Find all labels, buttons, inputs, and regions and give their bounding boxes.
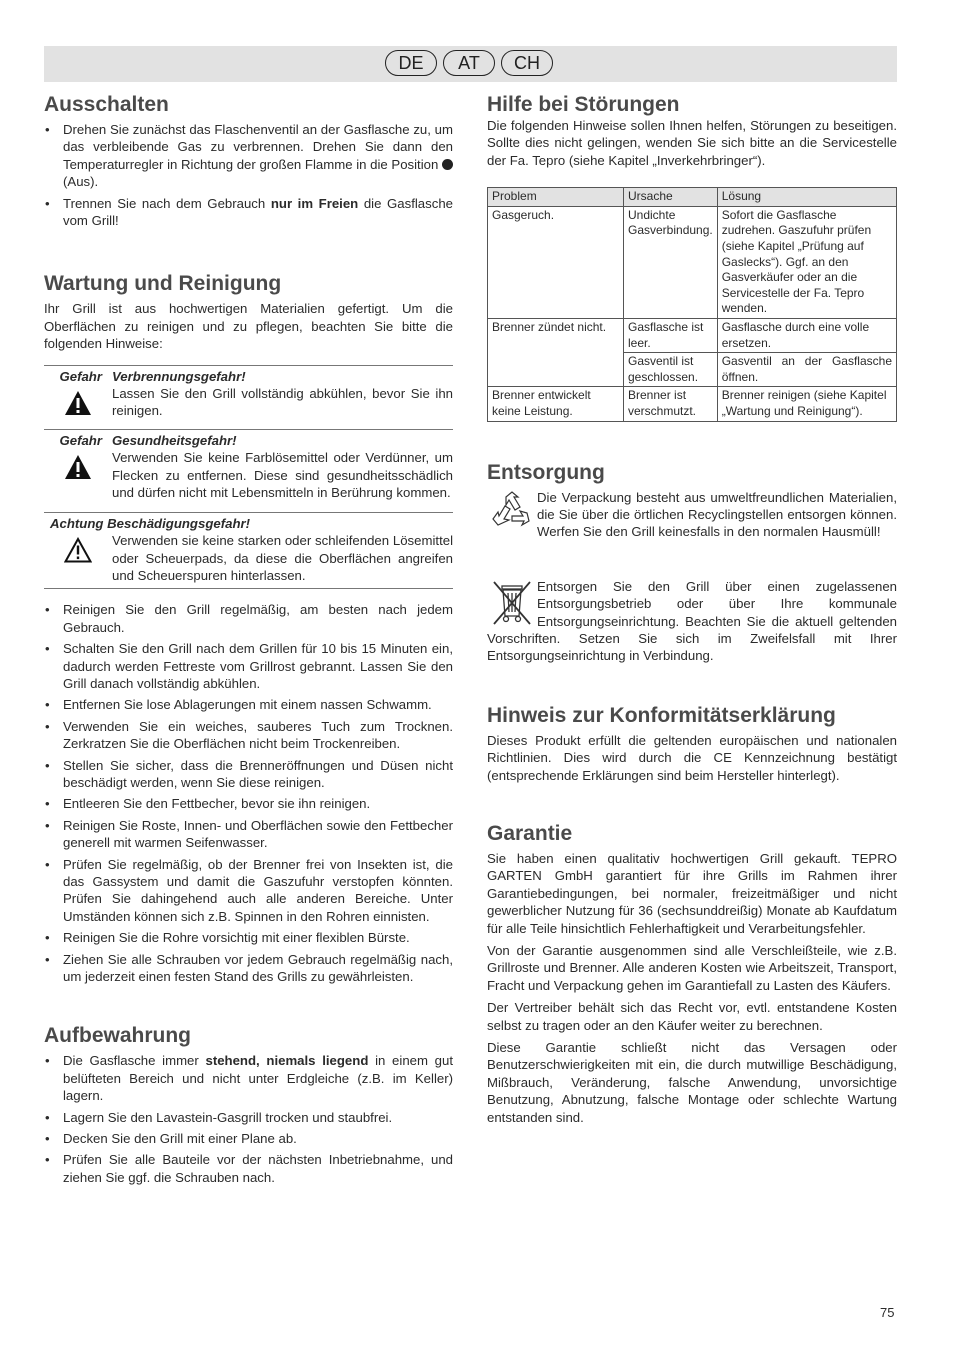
entsorgung-p1: Die Verpackung besteht aus umweltfreundlichen Materialien, die Sie über die örtlichen Recyclingstellen entsorgen können. Werfen Sie den Grill keinesfalls in den normalen Hausmüll! — [537, 489, 897, 540]
list-item: • Entfernen Sie lose Ablagerungen mit einem nassen Schwamm. — [44, 696, 453, 713]
left-column — [44, 92, 453, 1190]
lang-badge-ch: CH — [501, 50, 553, 76]
column-header: Problem — [488, 188, 624, 207]
list-item: • Drehen Sie zunächst das Flaschenventil an der Gasflasche zu, um das verbleibende Gas zu verbrennen. Drehen Sie dann den Temperaturregler in Richtung der großen Flamme in die Position (Aus). — [44, 121, 453, 191]
heading-aufbewahrung: Aufbewahrung — [44, 1024, 191, 1048]
list-item: • Prüfen Sie regelmäßig, ob der Brenner frei von Insekten ist, die das Gassystem und damit die Gaszufuhr verstopfen könnten. Prüfen Sie dahingehend auch alle anderen Bereiche. Unter Umständen können sich z.B. Spinnen in den Rohren einnisten. — [44, 856, 453, 926]
wartung-list — [44, 601, 453, 985]
heading-ausschalten: Ausschalten — [44, 93, 169, 116]
list-item: • Reinigen Sie den Grill regelmäßig, am besten nach jedem Gebrauch. — [44, 601, 453, 636]
warning-burn: Gefahr Verbrennungsgefahr! Lassen Sie den Grill vollständig abkühlen, bevor Sie ihn reinigen. — [44, 365, 453, 425]
page-number: 75 — [880, 1305, 895, 1320]
list-item: • Schalten Sie den Grill nach dem Grillen für 10 bis 15 Minuten ein, dadurch werden Fettreste vom Grillrost gebrannt. Lassen Sie den Grill danach vollständig abkühlen. — [44, 640, 453, 692]
caution-triangle-icon — [44, 532, 112, 568]
list-item: • Reinigen Sie Roste, Innen- und Oberflächen sowie den Fettbecher generell mit warmen Seifenwasser. — [44, 817, 453, 852]
language-badges — [385, 50, 553, 76]
garantie-p4: Diese Garantie schließt nicht das Versagen oder Benutzerschwierigkeiten mit ein, die durch mutwillige Beschädigung, Mißbrauch, Veränderung, falsche Anwendung, unvorsichtige Benutzung, Abnutzung, falsche Montage oder schlechte Wartung entstanden sind. — [487, 1040, 897, 1125]
wartung-intro: Ihr Grill ist aus hochwertigen Materialien gefertigt. Um die Oberflächen zu reinigen und zu pflegen, beachten Sie bitte die folgenden Hinweise: — [44, 301, 453, 352]
table-row: Brenner entwickelt keine Leistung. Brenner ist verschmutzt. Brenner reinigen (siehe Kapitel „Wartung und Reinigung“). — [488, 387, 897, 421]
heading-garantie: Garantie — [487, 822, 573, 845]
list-item: • Prüfen Sie alle Bauteile vor der nächsten Inbetriebnahme, und ziehen Sie ggf. die Schrauben nach. — [44, 1151, 453, 1186]
list-item: • Die Gasflasche immer stehend, niemals liegend in einem gut belüfteten Bereich und nicht unter Erdgleiche (z.B. im Keller) lagern. — [44, 1052, 453, 1104]
list-item: • Lagern Sie den Lavastein-Gasgrill trocken und staubfrei. — [44, 1109, 453, 1126]
garantie-p1: Sie haben einen qualitativ hochwertigen Grill gekauft. TEPRO GARTEN GmbH garantiert für ihre Grills im Rahmen ihrer Garantiebedingungen, bei normaler, freizeitmäßiger und nicht gewerblicher Nutzung für 36 (sechsunddreißig) Monate ab Kaufdatum für alle Teile hinsichtlich Fehlerhaftigkeit und Verarbeitungsfehler. — [487, 851, 897, 936]
list-item: • Verwenden Sie ein weiches, sauberes Tuch zum Trocknen. Zerkratzen Sie die Oberflächen nicht beim Trockenreiben. — [44, 718, 453, 753]
heading-wartung: Wartung und Reinigung — [44, 272, 282, 296]
table-row: Gasgeruch. Undichte Gasverbindung. Sofort die Gasflasche zudrehen. Gaszufuhr prüfen (siehe Kapitel „Prüfung auf Gaslecks“). Ggf. an den Gasverkäufer oder an die Servicestelle der Fa. Tepro wenden. — [488, 206, 897, 318]
column-header: Lösung — [717, 188, 896, 207]
recycle-icon — [487, 489, 537, 541]
table-row: Brenner zündet nicht. Gasflasche ist leer. Gasflasche durch eine volle ersetzen. — [488, 318, 897, 352]
list-item: • Entleeren Sie den Fettbecher, bevor sie ihn reinigen. — [44, 795, 453, 812]
right-column — [487, 92, 897, 1126]
table-header-row — [488, 188, 897, 207]
ausschalten-list — [44, 121, 453, 229]
garantie-p2: Von der Garantie ausgenommen sind alle Verschleißteile, wie z.B. Grillroste und Brenner. Alle anderen Kosten wie Arbeitszeit, Transport, Fracht und Verpackung gehen im Garantiefall zu Lasten des Käufers. — [487, 943, 897, 993]
danger-triangle-icon — [44, 449, 112, 485]
list-item: • Decken Sie den Grill mit einer Plane ab. — [44, 1130, 453, 1147]
heading-hilfe: Hilfe bei Störungen — [487, 93, 680, 116]
crossed-bin-icon — [487, 578, 537, 630]
aufbewahrung-list — [44, 1052, 453, 1186]
list-item: • Ziehen Sie alle Schrauben vor jedem Gebrauch regelmäßig nach, um jederzeit einen festen Stand des Grills zu gewährleisten. — [44, 951, 453, 986]
list-item: • Trennen Sie nach dem Gebrauch nur im Freien die Gasflasche vom Grill! — [44, 195, 453, 230]
warning-damage: Achtung Beschädigungsgefahr! Verwenden sie keine starken oder schleifenden Lösemittel oder Scheuerpads, da diese die Oberflächen angreifen und Scheuerspuren hinterlassen. — [44, 512, 453, 590]
list-item: • Stellen Sie sicher, dass die Brenneröffnungen und Düsen nicht beschädigt werden, wenn Sie diese reinigen. — [44, 757, 453, 792]
warning-health: Gefahr Gesundheitsgefahr! Verwenden Sie keine Farblösemittel oder Verdünner, um Flecken zu entfernen. Diese sind gesundheitsschädlich und dürfen nicht mit Lebensmitteln in Berührung kommen. — [44, 429, 453, 506]
column-header: Ursache — [624, 188, 718, 207]
entsorgung-p2: Entsorgen Sie den Grill über einen zugelassenen Entsorgungsbetrieb oder über Ihre kommunale Entsorgungseinrichtung. Beachten Sie die aktuell geltenden Vorschriften. Setzen Sie sich im Zweifelsfall mit Ihrer Entsorgungseinrichtung in Verbindung. — [487, 578, 897, 664]
lang-badge-at: AT — [443, 50, 495, 76]
danger-triangle-icon — [44, 385, 112, 421]
troubleshooting-table — [487, 187, 897, 421]
garantie-p3: Der Vertreiber behält sich das Recht vor, evtl. entstandene Kosten selbst zu tragen oder an den Käufer weiter zu berechnen. — [487, 1000, 897, 1033]
lang-badge-de: DE — [385, 50, 437, 76]
heading-entsorgung: Entsorgung — [487, 460, 605, 484]
konformitaet-text: Dieses Produkt erfüllt die geltenden europäischen und nationalen Richtlinien. Dies wird durch die CE Kennzeichnung bestätigt (entsprechende Erklärungen sind beim Hersteller hinterlegt). — [487, 732, 897, 783]
heading-konformitaet: Hinweis zur Konformitätserklärung — [487, 703, 836, 727]
table-row: Gasventil ist geschlossen. Gasventil an der Gasflasche öffnen. — [488, 353, 897, 387]
hilfe-intro: Die folgenden Hinweise sollen Ihnen helfen, Störungen zu beseitigen. Sollte dies nicht gelingen, wenden Sie sich bitte an die Servicestelle der Fa. Tepro (siehe Kapitel „Inverkehrbringer“). — [487, 118, 897, 168]
off-position-dot-icon — [442, 159, 453, 170]
list-item: • Reinigen Sie die Rohre vorsichtig mit einer flexiblen Bürste. — [44, 929, 453, 946]
